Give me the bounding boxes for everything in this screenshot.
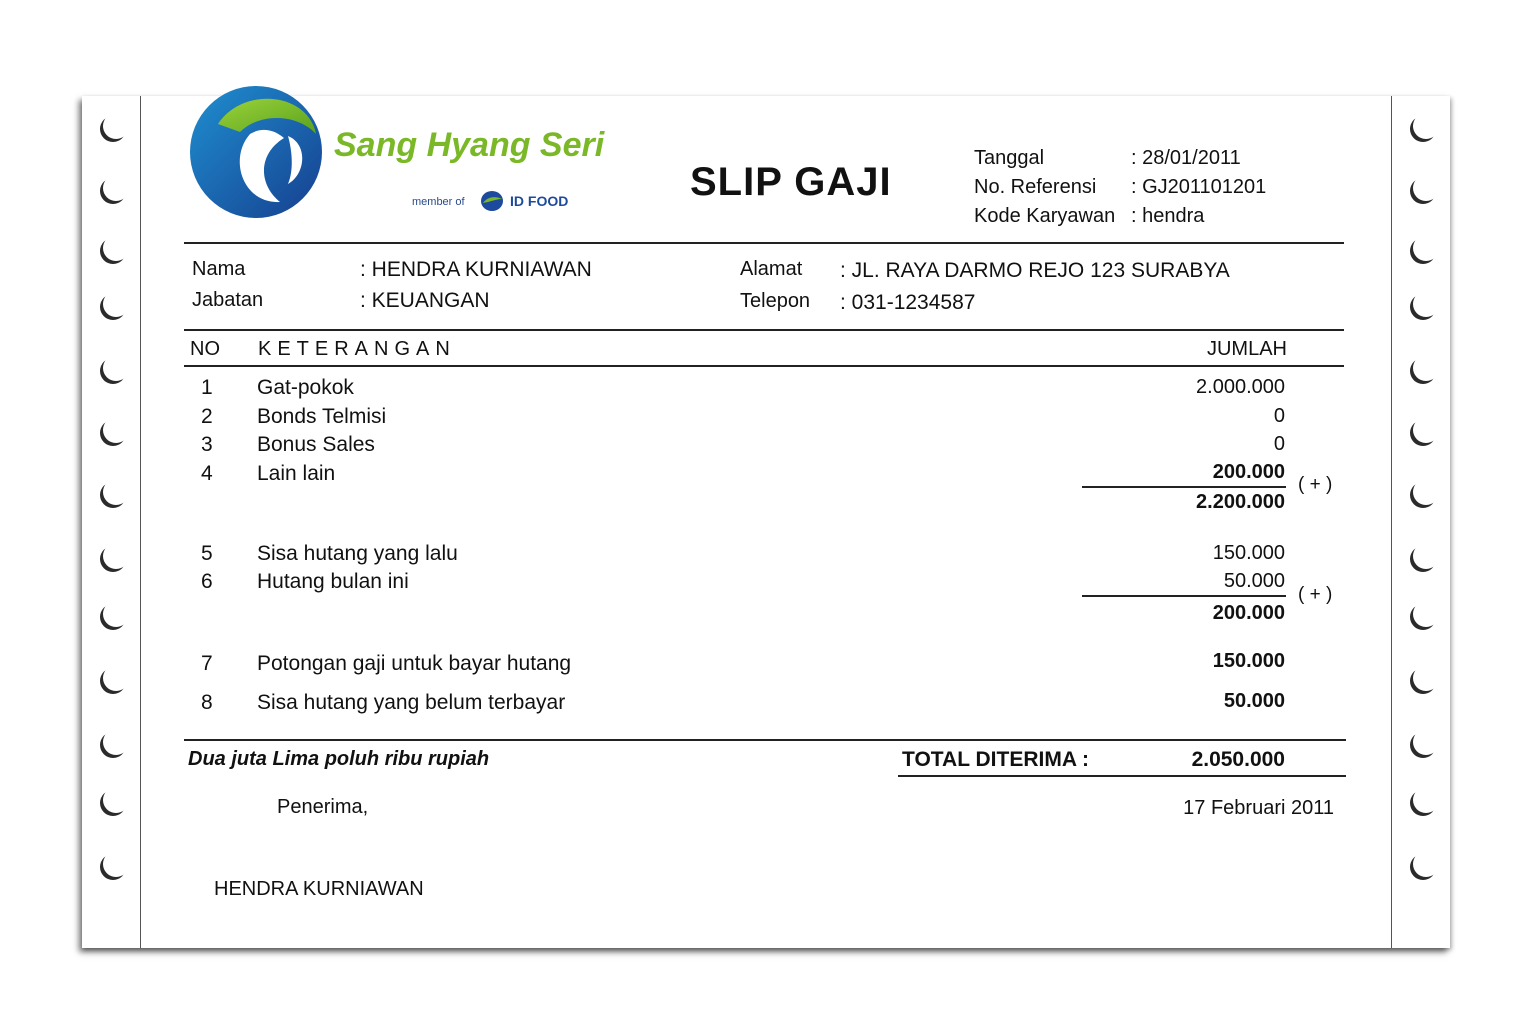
row-no: 8	[201, 691, 213, 714]
row-description: Gat-pokok	[257, 376, 354, 399]
row-description: Bonds Telmisi	[257, 405, 387, 428]
ref-value: : GJ201101201	[1131, 176, 1267, 198]
telepon-value: : 031-1234587	[840, 291, 976, 314]
tractor-hole	[1410, 358, 1436, 384]
plus-marker: ( + )	[1298, 474, 1333, 495]
jabatan-value: : KEUANGAN	[360, 289, 490, 312]
row-amount: 200.000	[1212, 461, 1285, 483]
column-header-keterangan: KETERANGAN	[258, 338, 456, 360]
divider	[184, 242, 1344, 244]
jabatan-label: Jabatan	[192, 289, 264, 311]
sum-line	[1082, 486, 1286, 488]
parent-company-name: ID FOOD	[510, 193, 569, 209]
row-description: Sisa hutang yang lalu	[257, 542, 458, 565]
tractor-hole	[1410, 668, 1436, 694]
tractor-hole	[100, 546, 126, 572]
row-no: 6	[201, 570, 213, 593]
column-header-jumlah: JUMLAH	[1206, 338, 1287, 360]
tractor-hole	[100, 668, 126, 694]
divider	[184, 739, 1346, 741]
tractor-hole	[100, 604, 126, 630]
subtotal-income: 2.200.000	[1196, 491, 1285, 513]
tractor-hole	[1410, 294, 1436, 320]
company-logo-icon	[188, 84, 324, 220]
tractor-hole	[1410, 604, 1436, 630]
plus-marker: ( + )	[1298, 584, 1333, 605]
column-header-no: NO	[190, 338, 220, 360]
tractor-hole	[1410, 546, 1436, 572]
total-value: 2.050.000	[1191, 748, 1285, 771]
row-amount: 50.000	[1223, 570, 1285, 592]
perforation-line-right	[1391, 96, 1392, 948]
nama-label: Nama	[192, 258, 246, 280]
penerima-label: Penerima,	[277, 796, 369, 818]
tractor-hole	[1410, 178, 1436, 204]
row-description: Hutang bulan ini	[257, 570, 409, 593]
tractor-hole	[100, 482, 126, 508]
tractor-hole	[1410, 732, 1436, 758]
row-no: 7	[201, 652, 213, 675]
tractor-hole	[1410, 482, 1436, 508]
row-no: 2	[201, 405, 213, 428]
tractor-hole	[1410, 854, 1436, 880]
row-description: Lain lain	[257, 462, 336, 485]
divider	[184, 365, 1344, 367]
ref-label: No. Referensi	[974, 176, 1097, 198]
tractor-hole	[1410, 420, 1436, 446]
tractor-hole	[100, 294, 126, 320]
nama-value: : HENDRA KURNIAWAN	[360, 258, 592, 281]
tractor-hole	[1410, 790, 1436, 816]
tractor-hole	[100, 238, 126, 264]
row-amount: 150.000	[1212, 542, 1285, 564]
kode-label: Kode Karyawan	[974, 205, 1116, 227]
row-amount: 0	[1273, 433, 1285, 455]
brand-name: Sang Hyang Seri	[334, 126, 605, 164]
row-no: 4	[201, 462, 213, 485]
tractor-hole	[100, 790, 126, 816]
amount-in-words: Dua juta Lima poluh ribu rupiah	[188, 748, 490, 770]
row-no: 3	[201, 433, 213, 456]
tractor-hole	[100, 358, 126, 384]
document-title: SLIP GAJI	[690, 160, 892, 204]
row-description: Sisa hutang yang belum terbayar	[257, 691, 566, 714]
idfood-logo-icon	[480, 190, 504, 212]
signature-name: HENDRA KURNIAWAN	[214, 878, 424, 900]
kode-value: : hendra	[1131, 205, 1205, 227]
alamat-value: : JL. RAYA DARMO REJO 123 SURABYA	[840, 259, 1230, 282]
tractor-hole	[100, 178, 126, 204]
row-amount: 150.000	[1212, 650, 1285, 672]
tanggal-label: Tanggal	[974, 147, 1045, 169]
member-of-label: member of	[412, 196, 465, 208]
alamat-label: Alamat	[740, 258, 803, 280]
tractor-hole	[1410, 116, 1436, 142]
sum-line	[1082, 595, 1286, 597]
total-label: TOTAL DITERIMA :	[902, 748, 1090, 771]
total-underline	[898, 775, 1346, 777]
row-description: Bonus Sales	[257, 433, 375, 456]
perforation-line-left	[140, 96, 141, 948]
telepon-label: Telepon	[740, 290, 811, 312]
payslip-paper	[82, 96, 1450, 948]
tractor-hole	[100, 420, 126, 446]
row-no: 5	[201, 542, 213, 565]
tractor-hole	[100, 116, 126, 142]
subtotal-debt: 200.000	[1212, 602, 1285, 624]
row-amount: 0	[1273, 405, 1285, 427]
row-amount: 50.000	[1223, 690, 1285, 712]
row-amount: 2.000.000	[1196, 376, 1285, 398]
tanggal-value: : 28/01/2011	[1131, 147, 1241, 169]
row-no: 1	[201, 376, 213, 399]
document-date: 17 Februari 2011	[1183, 797, 1334, 819]
tractor-hole	[100, 732, 126, 758]
tractor-hole	[100, 854, 126, 880]
tractor-hole	[1410, 238, 1436, 264]
row-description: Potongan gaji untuk bayar hutang	[257, 652, 572, 675]
divider	[184, 329, 1344, 331]
